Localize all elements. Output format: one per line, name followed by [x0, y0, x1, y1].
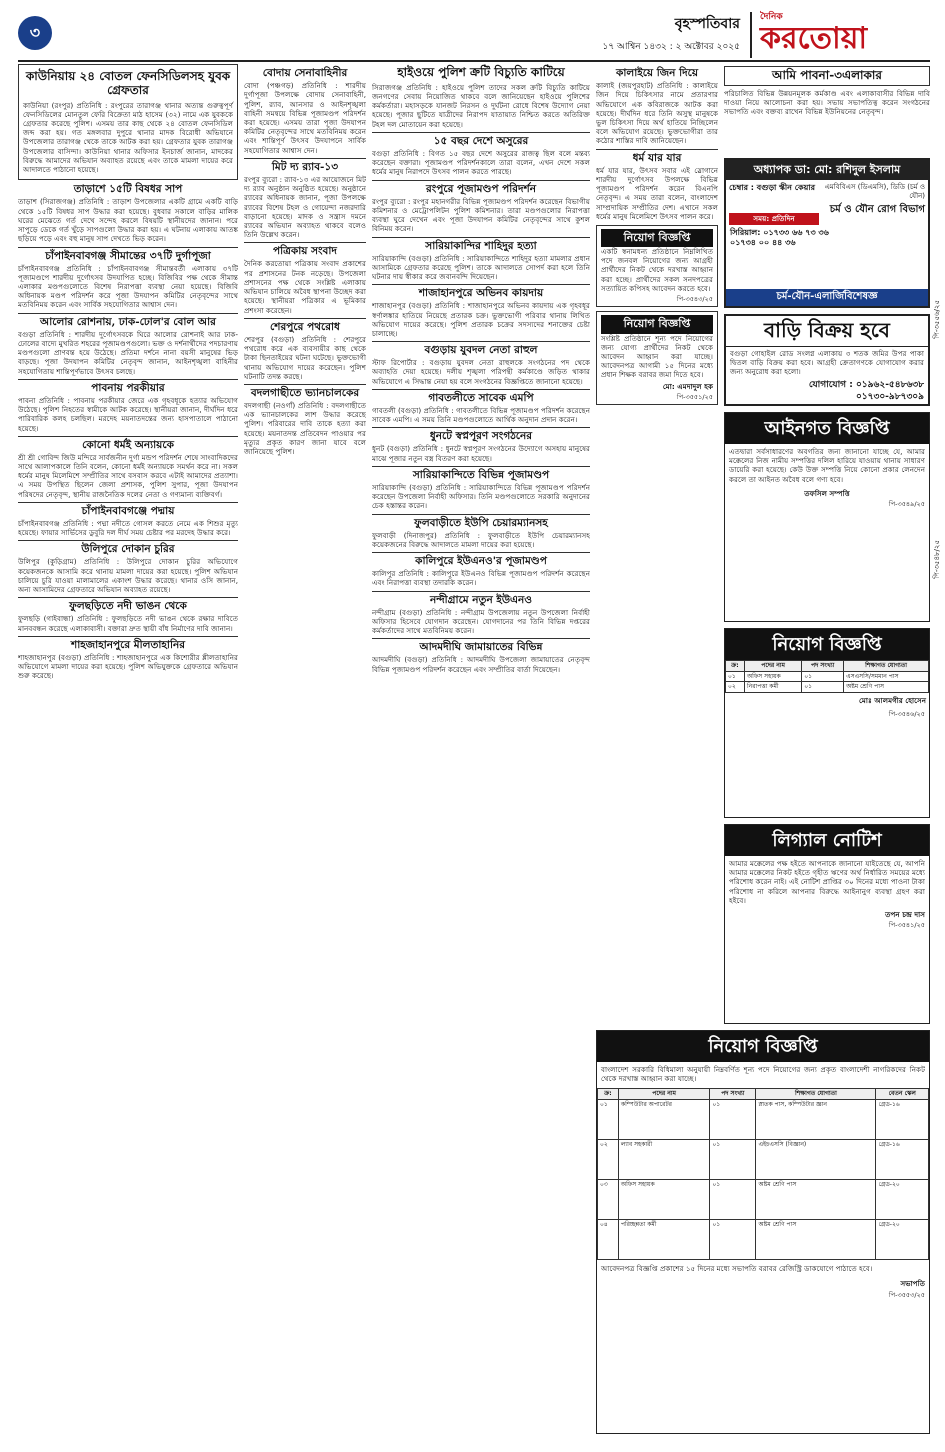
article-body: নন্দীগ্রাম (বগুড়া) প্রতিনিধি : নন্দীগ্রাম উপজেলায় নতুন উপজেলা নির্বাহী অফিসার হিসেবে যোগদান করেছেন। যোগদানের পর তিনি বিভিন্ন দপ্তরের কর্মকর্তাদের সাথে মতবিনিময় করেন।	[372, 607, 590, 636]
table-cell: ল্যাব সহকারী	[618, 1140, 709, 1180]
table-cell: গ্রেড-২০	[876, 1220, 929, 1260]
aami-pabna-article	[724, 64, 930, 154]
headline: মিট দ্য র‍্যাব-১৩	[244, 158, 366, 173]
header-day: বৃহস্পতিবার	[674, 16, 740, 32]
table-cell: ০১	[802, 671, 844, 682]
table-cell: এসএসসি/সমমান পাস	[844, 671, 929, 682]
column-2	[244, 64, 366, 1442]
headline: হাইওয়ে পুলিশ ক্রটি বিচ্যুতি কাটিয়ে	[397, 65, 565, 79]
page-header	[18, 10, 930, 62]
doctor-degree: এমবিবিএস (ডিএমসি), ডিডি (চর্ম ও যৌন)	[824, 183, 925, 201]
article-body: কালিপুর প্রতিনিধি : কালিপুরে ইউএনও বিভিন্ন পূজামণ্ডপ পরিদর্শন করেছেন এবং নিরাপত্তা ব্যবস্থা তদারকি করেন।	[372, 569, 590, 588]
ad-title: লিগ্যাল নোটিশ	[725, 825, 929, 856]
article-body: শাজাহানপুর (বগুড়া) প্রতিনিধি : শাজাহানপুরে অভিনব কায়দায় এক গৃহবধূর স্বর্ণালঙ্কার হাতিয়ে নিয়েছে প্রতারক চক্র। ভুক্তভোগী পরিবার থানায় লিখিত অভিযোগ দায়ের করেছে। পুলিশ প্রতারক চক্রের সদস্যদের শনাক্তের চেষ্টা চালাচ্ছে।	[372, 301, 590, 338]
table-header: ক্র:	[726, 661, 745, 672]
doctor-time: সময়: প্রতিদিন	[729, 213, 819, 224]
ad-title: নিয়োগ বিজ্ঞপ্তি	[597, 1031, 929, 1062]
headline: বদলগাছীতে ভ্যানচালকের	[244, 384, 366, 399]
article-body: বগুড়া প্রতিনিধি : শারদীয় দুর্গোৎসবকে ঘিরে আলোর রোশনাই আর ঢাক-ঢোলের বাদ্যে মুখরিত শহরের পূজামণ্ডপগুলো। ভক্ত ও দর্শনার্থীদের পদচারণায় মণ্ডপগুলো প্রাণবন্ত হয়ে উঠেছে। প্রতিমা দর্শনে নানা বয়সী মানুষের ভিড় বাড়ছে। পূজা উদযাপন কমিটির নেতৃবৃন্দ জানান, আইনশৃঙ্খলা বাহিনীর সহযোগিতায় শান্তিপূর্ণভাবে উৎসব চলছে।	[18, 329, 238, 376]
doctor-name: অধ্যাপক ডা: মো: রশিদুল ইসলাম	[726, 160, 928, 180]
table-cell: ০১	[710, 1100, 756, 1140]
article-body: শ্রী শ্রী গোবিন্দ জিউ মন্দিরে সার্বজনীন দুর্গা মন্ডপ পরিদর্শন শেষে সাংবাদিকদের সাথে আলাপকালে তিনি বলেন, কোনো ধর্মই অন্যায়কে সমর্থন করে না। সকল ধর্মের মানুষ মিলেমিশে সম্প্রীতির সাথে বসবাস করবে এটাই আমাদের প্রত্যাশা। এ সময় উপস্থিত ছিলেন জেলা প্রশাসক, পুলিশ সুপার, পূজা উদযাপন পরিষদের নেতৃবৃন্দ, স্থানীয় রাজনৈতিক দলের নেতা ও গণ্যমান্য ব্যক্তিবর্গ।	[18, 452, 238, 499]
headline: নন্দীগ্রামে নতুন ইউএনও	[372, 591, 590, 606]
table-cell: অষ্টম শ্রেণি পাস	[844, 682, 929, 693]
article-body: ফুলবাড়ী (দিনাজপুর) প্রতিনিধি : ফুলবাড়ীতে ইউপি চেয়ারম্যানসহ কয়েকজনের বিরুদ্ধে আদালতে মামলা দায়ের করা হয়েছে।	[372, 530, 590, 549]
article-body: ধর্ম যার যার, উৎসব সবার এই স্লোগানে শারদীয় দুর্গোৎসব উপলক্ষে বিভিন্ন পূজামণ্ডপ পরিদর্শন করেন বিএনপি নেতৃবৃন্দ। এ সময় তারা বলেন, বাংলাদেশ সাম্প্রদায়িক সম্প্রীতির দেশ। এখানে সকল ধর্মের মানুষ মিলেমিশে উৎসব পালন করে।	[596, 165, 718, 221]
headline: ফুলছড়িতে নদী ভাঙন থেকে	[18, 597, 238, 612]
table-row	[598, 1180, 929, 1220]
article-body: কালাই (জয়পুরহাট) প্রতিনিধি : কালাইয়ে জিন দিয়ে চিকিৎসার নামে প্রতারণার অভিযোগে এক কবিরাজকে আটক করা হয়েছে। দীর্ঘদিন ধরে তিনি অসুস্থ মানুষকে ভুল চিকিৎসা দিয়ে অর্থ হাতিয়ে নিচ্ছিলেন বলে অভিযোগ রয়েছে। ভুক্তভোগীরা তার কঠোর শাস্তির দাবি জানিয়েছেন।	[596, 81, 718, 146]
masthead-small: দৈনিক	[760, 12, 783, 22]
table-cell: ০১	[710, 1180, 756, 1220]
table-cell: নিরাপত্তা কর্মী	[744, 682, 801, 693]
table-header: পদ সংখ্যা	[710, 1089, 756, 1100]
table-cell: ০১	[802, 682, 844, 693]
masthead-title: করতোয়া	[760, 20, 868, 56]
article-body: ধুনট (বগুড়া) প্রতিনিধি : ধুনটে স্বপ্নপূরণ সংগঠনের উদ্যোগে অসহায় মানুষের মাঝে পূজার নতুন বস্ত্র বিতরণ করা হয়েছে।	[372, 444, 590, 463]
doctor-phone-2: ০১৭৩৪ ০০ ৪৪ ৩৬	[730, 237, 796, 247]
article-body: শেরপুর (বগুড়া) প্রতিনিধি : শেরপুরে পথরোধ করে এক ব্যবসায়ীর কাছ থেকে টাকা ছিনতাইয়ের ঘটনা ঘটেছে। ভুক্তভোগী থানায় অভিযোগ দায়ের করেছেন। পুলিশ ঘটনাটি তদন্ত করছে।	[244, 334, 366, 381]
job-table-2	[597, 1088, 929, 1260]
contact-label: যোগাযোগ :	[808, 380, 853, 391]
table-cell: গ্রেড-১৬	[876, 1140, 929, 1180]
article-body: শাহজাহানপুর (বগুড়া) প্রতিনিধি : শাহজাহানপুরে এক কিশোরীর শ্লীলতাহানির অভিযোগে মামলা দায়ের করা হয়েছে। পুলিশ অভিযুক্তকে গ্রেফতারে অভিযান শুরু করেছে।	[18, 652, 238, 681]
table-cell: কম্পিউটার অপারেটর	[618, 1100, 709, 1140]
article-body: রংপুর ব্যুরো : র‍্যাব-১৩ এর আয়োজনে মিট দ্য র‍্যাব অনুষ্ঠান অনুষ্ঠিত হয়েছে। অনুষ্ঠানে র‍্যাবের অধিনায়ক জানান, পূজা উপলক্ষে র‍্যাবের বিশেষ টহল ও গোয়েন্দা নজরদারি বাড়ানো হয়েছে। মাদক ও সন্ত্রাস দমনে র‍্যাবের অভিযান অব্যাহত থাকবে বলেও তিনি উল্লেখ করেন।	[244, 174, 366, 240]
headline: আমি পাবনা-৩এলাকার	[724, 66, 930, 86]
doctor-phone-1: ০১৭৩৩ ৬৬ ৭৩ ৩৬	[763, 227, 829, 237]
headline: শাজাহানপুরে অভিনব কায়দায়	[372, 284, 590, 299]
headline: কাউনিয়ায় ২৪ বোতল ফেনসিডিলসহ যুবক গ্রেফতার	[25, 69, 231, 97]
ad-body: এতদ্বারা সর্বসাধারণের অবগতির জন্য জানানো যাচ্ছে যে, আমার মক্কেলের নিজ নামীয় সম্পত্তির দলিল হারিয়ে যাওয়ায় থানায় সাধারণ ডায়েরি করা হয়েছে। কেউ উক্ত সম্পত্তি নিয়ে কোনো প্রকার লেনদেন করলে তা আইনত অবৈধ বলে গণ্য হবে।	[729, 447, 925, 484]
table-cell: ০১	[598, 1100, 619, 1140]
article-body: চাঁপাইনবাবগঞ্জ প্রতিনিধি : পদ্মা নদীতে গোসল করতে নেমে এক শিশুর মৃত্যু হয়েছে। ফায়ার সার্ভিসের ডুবুরি দল দীর্ঘ সময় চেষ্টার পর মরদেহ উদ্ধার করে।	[18, 518, 238, 538]
table-row	[598, 1140, 929, 1180]
job-notice-ad-1	[724, 628, 930, 818]
doctor-specialty: চর্ম ও যৌন রোগ বিভাগ	[829, 203, 925, 215]
table-row	[726, 682, 929, 693]
headline: বগুড়ায় যুবদল নেতা রাহুল	[372, 341, 590, 356]
article-kaunia	[18, 64, 238, 180]
article-body: সারিয়াকান্দি (বগুড়া) প্রতিনিধি : সারিয়াকান্দিতে বিভিন্ন পূজামণ্ডপ পরিদর্শন করেছেন উপজেলা নির্বাহী অফিসার। তিনি মণ্ডপগুলোতে সরকারি অনুদানের চেক হস্তান্তর করেন।	[372, 482, 590, 511]
table-header: পদের নাম	[744, 661, 801, 672]
ad-title: আইনগত বিজ্ঞপ্তি	[725, 413, 929, 444]
article-body: আদমদীঘি (বগুড়া) প্রতিনিধি : আদমদীঘি উপজেলা জামায়াতের নেতৃবৃন্দ বিভিন্ন পূজামণ্ডপ পরিদর্শন করেছেন এবং সম্প্রীতির বার্তা দিয়েছেন।	[372, 655, 590, 674]
job-notice-ad-2	[596, 1030, 930, 1434]
headline: কালাইয়ে জিন দিয়ে	[615, 67, 699, 79]
table-cell: ০১	[710, 1220, 756, 1260]
headline: ১৫ বছর দেশে অসুরের	[372, 132, 590, 147]
page-number: ৩	[18, 16, 52, 50]
ad-title: নিয়োগ বিজ্ঞপ্তি	[601, 315, 713, 333]
doctor-serial-label: সিরিয়াল:	[730, 227, 761, 237]
job-ad-small-2	[596, 311, 718, 405]
ad-code: পি-৩৫৪১/২৫	[888, 921, 925, 930]
ad-intro: বাংলাদেশ সরকারি বিধিমালা অনুযায়ী নিম্নবর্ণিত শূন্য পদে নিয়োগের জন্য প্রকৃত বাংলাদেশী নাগরিকদের নিকট থেকে দরখাস্ত আহ্বান করা যাচ্ছে।	[601, 1065, 925, 1084]
article-body: চাঁপাইনবাবগঞ্জ প্রতিনিধি : চাঁপাইনবাবগঞ্জ সীমান্তবর্তী এলাকায় ৩৭টি পূজামণ্ডপে শারদীয় দুর্গোৎসব উদযাপিত হচ্ছে। বিজিবির পক্ষ থেকে সীমান্ত এলাকার মণ্ডপগুলোতে বিশেষ নিরাপত্তা ব্যবস্থা নেয়া হয়েছে। বিজিবি অধিনায়ক মণ্ডপ পরিদর্শন করে পূজা উদযাপন কমিটির নেতৃবৃন্দের সাথে মতবিনিময় করেন এবং সার্বিক সহযোগিতার আশ্বাস দেন।	[18, 263, 238, 310]
table-cell: পরিচ্ছন্নতা কর্মী	[618, 1220, 709, 1260]
table-header: শিক্ষাগত যোগ্যতা	[756, 1089, 876, 1100]
article-body: বগুড়া প্রতিনিধি : বিগত ১৫ বছর দেশে অসুরের রাজত্ব ছিল বলে মন্তব্য করেছেন বক্তারা। পূজামণ্ডপ পরিদর্শনকালে তারা বলেন, এখন দেশে সকল ধর্মের মানুষ নিরাপদে উৎসব পালন করতে পারছে।	[372, 148, 590, 177]
article-body: সিরাজগঞ্জ প্রতিনিধি : হাইওয়ে পুলিশ তাদের সকল ক্রটি বিচ্যুতি কাটিয়ে জনগণের সেবায় নিয়োজিত থাকবে বলে জানিয়েছেন হাইওয়ে পুলিশের কর্মকর্তারা। মহাসড়কে যানজট নিরসন ও দুর্ঘটনা রোধে বিশেষ উদ্যোগ নেয়া হয়েছে। পূজার ছুটিতে যাত্রীদের নিরাপদ যাতায়াত নিশ্চিত করতে অতিরিক্ত টহল দল মোতায়েন করা হয়েছে।	[372, 82, 590, 129]
article-body: কাউনিয়া (রংপুর) প্রতিনিধি : রংপুরের তারাগঞ্জ থানার অত্যন্ত গুরুত্বপূর্ণ ফেনসিডিলের মোনতুল ফেরি বিক্রেতা মাঠ হাসেম (৩২) নামে এক যুবককে গ্রেফতার করেছে পুলিশ। এসময় তার কাছ থেকে ২৪ বোতল ফেনসিডিল জব্দ করা হয়। গত মঙ্গলবার দুপুরে থানার মাদক বিরোধী অভিযানে উপজেলার তারাগঞ্জ থেকে তাকে আটক করা হয়। গ্রেফতার যুবক তারাগঞ্জ উপজেলার বাসিন্দা। কাউনিয়া থানার অফিসার ইনচার্জ জানান, মাদকের বিরুদ্ধে আমাদের অভিযান অব্যাহত রয়েছে এবং তাকে মামলা দায়ের করে আদালতে পাঠানো হয়েছে।	[23, 100, 233, 175]
ad-title: নিয়োগ বিজ্ঞপ্তি	[725, 629, 929, 660]
table-cell: এইচএসসি (বিজ্ঞান)	[756, 1140, 876, 1180]
article-body: বোদা (পঞ্চগড়) প্রতিনিধি : শারদীয় দুর্গাপূজা উপলক্ষে বোদায় সেনাবাহিনী, পুলিশ, র‍্যাব, আনসার ও আইনশৃঙ্খলা বাহিনী সমন্বয়ে বিভিন্ন পূজামণ্ডপ পরিদর্শন করা হয়েছে। এসময় তারা পূজা উদযাপন কমিটির নেতৃবৃন্দের সাথে মতবিনিময় করেন এবং শান্তিপূর্ণ উৎসব উদযাপনে সার্বিক সহযোগিতার আশ্বাস দেন।	[244, 81, 366, 155]
ad-title: নিয়োগ বিজ্ঞপ্তি	[601, 229, 713, 247]
article-body: রংপুর ব্যুরো : রংপুর মহানগরীর বিভিন্ন পূজামণ্ডপ পরিদর্শন করেছেন বিভাগীয় কমিশনার ও মেট্রোপলিটন পুলিশ কমিশনার। তারা মণ্ডপগুলোর নিরাপত্তা ব্যবস্থা ঘুরে দেখেন এবং পূজা উদযাপন কমিটির নেতৃবৃন্দের সাথে কুশল বিনিময় করেন।	[372, 196, 590, 234]
house-phone-1: ০১৯৬২-৫৪৮৬৩৮	[855, 380, 924, 391]
doctor-band: চর্ম-যৌন-এলার্জিবিশেষজ্ঞ	[726, 289, 928, 306]
side-code-2: পি-৩৫৪৮/২৫	[933, 540, 941, 579]
ad-body: বগুড়া গোহাইল রোড সংলগ্ন এলাকায় ৩ শতক জমির উপর পাকা দ্বিতল বাড়ি বিক্রয় করা হবে। আগ্রহী ক্রেতাগণকে যোগাযোগ করার জন্য অনুরোধ করা হলো।	[730, 348, 924, 377]
headline: কোনো ধর্মই অন্যায়কে	[18, 436, 238, 451]
ad-signature: মো: এমদাদুল হক	[662, 381, 713, 391]
headline: পাবনায় পরকীয়ার	[18, 379, 238, 394]
article-body: তাড়াশ (সিরাজগঞ্জ) প্রতিনিধি : তাড়াশ উপজেলার একটি গ্রামে একটি বাড়ি থেকে ১৫টি বিষধর সাপ উদ্ধার করা হয়েছে। বুধবার সকালে বাড়ির মালিক ঘরের মেঝেতে গর্ত দেখে সন্দেহ করলে বিষয়টি স্থানীয়দের জানান। পরে সাপুড়ে ডেকে গর্ত খুঁড়ে সাপগুলো উদ্ধার করা হয়। এ ঘটনায় এলাকায় আতঙ্ক ছড়িয়ে পড়ে এবং বহু মানুষ সাপ দেখতে ভিড় করেন।	[18, 197, 238, 244]
ad-signature: তপন চন্দ্র দাস	[885, 910, 925, 920]
masthead	[750, 12, 930, 58]
ad-code: পি-৩৫৫১/২৫	[676, 392, 713, 401]
article-body: পাবনা প্রতিনিধি : পাবনায় পরকীয়ার জেরে এক গৃহবধূকে হত্যার অভিযোগ উঠেছে। পুলিশ নিহতের স্বামীকে আটক করেছে। স্থানীয়রা জানান, দীর্ঘদিন ধরে পারিবারিক কলহ চলছিল। মরদেহ ময়নাতদন্তের জন্য হাসপাতালে পাঠানো হয়েছে।	[18, 395, 238, 433]
table-header: ক্র:	[598, 1089, 619, 1100]
table-cell: অফিস সহায়ক	[744, 671, 801, 682]
headline: সারিয়াকান্দির শাহিদুর হত্যা	[372, 237, 590, 252]
table-row	[726, 671, 929, 682]
job-table-1	[725, 660, 929, 693]
article-body: উলিপুর (কুড়িগ্রাম) প্রতিনিধি : উলিপুরে দোকান চুরির অভিযোগে কয়েকজনকে আসামি করে থানায় মামলা দায়ের করা হয়েছে। পুলিশ অভিযান চালিয়ে চুরি যাওয়া মালামালের একাংশ উদ্ধার করেছে। থানার ওসি জানান, অন্য আসামিদের গ্রেফতারে অভিযান অব্যাহত রয়েছে।	[18, 557, 238, 595]
column-1	[18, 64, 238, 1442]
ad-code: পি-৩৫৪৩/২৫	[676, 295, 713, 304]
ad-body: সংশ্লিষ্ট প্রতিষ্ঠানে শূন্য পদে নিয়োগের জন্য যোগ্য প্রার্থীদের নিকট থেকে আবেদন আহ্বান করা যাচ্ছে। আবেদনপত্র আগামী ১৫ দিনের মধ্যে প্রধান শিক্ষক বরাবর জমা দিতে হবে।	[601, 333, 713, 380]
table-header: পদের নাম	[618, 1089, 709, 1100]
table-cell: গ্রেড-২০	[876, 1180, 929, 1220]
table-row	[598, 1100, 929, 1140]
headline: শেরপুরে পথরোধ	[244, 318, 366, 333]
table-cell: ০২	[726, 682, 745, 693]
article-body: সারিয়াকান্দি (বগুড়া) প্রতিনিধি : সারিয়াকান্দিতে শাহিদুর হত্যা মামলার প্রধান আসামিকে গ্রেফতার করেছে পুলিশ। তাকে আদালতে সোপর্দ করা হলে তিনি ঘটনার দায় স্বীকার করে জবানবন্দি দিয়েছেন।	[372, 253, 590, 282]
legal-notice-ad-2	[724, 824, 930, 1024]
ad-code: পি-৩৫৪৬/২৫	[888, 710, 925, 719]
headline: উলিপুরে দোকান চুরির	[18, 540, 238, 555]
ad-body: একটি স্বনামধন্য প্রতিষ্ঠানে নিম্নলিখিত পদে জনবল নিয়োগের জন্য আগ্রহী প্রার্থীদের নিকট থেকে দরখাস্ত আহ্বান করা হচ্ছে। প্রার্থীদের সকল সনদপত্রের সত্যায়িত কপিসহ আবেদন করতে হবে।	[601, 247, 713, 293]
headline: ধুনটে স্বপ্নপূরণ সংগঠনের	[372, 427, 590, 442]
legal-notice-ad	[724, 412, 930, 622]
article-body: গাবতলী (বগুড়া) প্রতিনিধি : গাবতলীতে বিভিন্ন পূজামণ্ডপ পরিদর্শন করেছেন সাবেক এমপি। এ সময় তিনি মণ্ডপগুলোতে আর্থিক অনুদান প্রদান করেন।	[372, 405, 590, 425]
headline: রংপুরে পূজামণ্ডপ পরিদর্শন	[372, 180, 590, 195]
doctor-chamber: চেম্বার : বগুড়া স্কীন কেয়ার	[729, 183, 816, 193]
doctor-ad	[724, 158, 930, 308]
headline: চাঁপাইনবাবগঞ্জে পদ্মায়	[18, 502, 238, 517]
headline: আদমদীঘি জামায়াতের বিভিন্ন	[372, 638, 590, 653]
table-cell: অষ্টম শ্রেণি পাস	[756, 1180, 876, 1220]
ad-signature: সভাপতি	[900, 1279, 925, 1289]
house-phone-2: ০১৭৩০-৯৮৭৩০৯	[855, 391, 924, 402]
house-sale-ad	[724, 314, 930, 406]
article-body: বদলগাছী (নওগাঁ) প্রতিনিধি : বদলগাছীতে এক ভ্যানচালকের লাশ উদ্ধার করেছে পুলিশ। পরিবারের দাবি তাকে হত্যা করা হয়েছে। ময়নাতদন্ত প্রতিবেদন পাওয়ার পর মৃত্যুর প্রকৃত কারণ জানা যাবে বলে জানিয়েছে পুলিশ।	[244, 401, 366, 457]
headline: আলোর রোশনায়, ঢাক-ঢোল'র বোল আর	[18, 313, 238, 328]
headline: ফুলবাড়ীতে ইউপি চেয়ারম্যানসহ	[372, 514, 590, 529]
headline: তাড়াশে ১৫টি বিষধর সাপ	[73, 183, 183, 196]
table-cell: অফিস সহায়ক	[618, 1180, 709, 1220]
ad-footer: আবেদনপত্র বিজ্ঞপ্তি প্রকাশের ১৫ দিনের মধ্যে সভাপতি বরাবর রেজিস্ট্রি ডাকযোগে পাঠাতে হবে।	[601, 1264, 873, 1274]
headline: শাহজাহানপুরে মীলতাহানির	[18, 636, 238, 651]
header-date: ১৭ আশ্বিন ১৪৩২ : ২ অক্টোবর ২০২৫	[602, 42, 740, 52]
headline: চাঁপাইনবাবগঞ্জ সীমান্তের ৩৭টি দুর্গাপূজা	[18, 247, 238, 262]
table-cell: ০১	[710, 1140, 756, 1180]
headline: কালিপুরে ইউএনও'র পূজামণ্ডপ	[372, 552, 590, 567]
ad-body: আমার মক্কেলের পক্ষ হইতে আপনাকে জানানো যাইতেছে যে, আপনি আমার মক্কেলের নিকট হইতে গৃহীত ঋণের অর্থ নির্ধারিত সময়ের মধ্যে পরিশোধ করেন নাই। এই নোটিশ প্রাপ্তির ৩০ দিনের মধ্যে পাওনা টাকা পরিশোধ না করিলে আপনার বিরুদ্ধে আইনানুগ ব্যবস্থা গ্রহণ করা হইবে।	[729, 859, 925, 905]
table-header: পদ সংখ্যা	[802, 661, 844, 672]
ad-code: পি-৩৫৫৩/২৫	[888, 1290, 925, 1299]
article-body: স্টাফ রিপোর্টার : বগুড়ায় যুবদল নেতা রাহুলকে সংগঠনের পদ থেকে অব্যাহতি দেয়া হয়েছে। দলীয় শৃঙ্খলা পরিপন্থী কর্মকাণ্ডে জড়িত থাকার অভিযোগে এ সিদ্ধান্ত নেয়া হয় বলে সংগঠনের বিজ্ঞপ্তিতে জানানো হয়েছে।	[372, 358, 590, 386]
ad-signature: মোঃ আলমগীর হোসেন	[859, 696, 926, 706]
headline: সারিয়াকান্দিতে বিভিন্ন পূজামণ্ডপ	[372, 466, 590, 481]
ad-title: বাড়ি বিক্রয় হবে	[726, 316, 928, 347]
ad-code: পি-৩৫৪৯/২৫	[888, 500, 925, 509]
table-cell: গ্রেড-১৬	[876, 1100, 929, 1140]
article-body: ফুলছড়ি (গাইবান্ধা) প্রতিনিধি : ফুলছড়িতে নদী ভাঙন থেকে রক্ষার দাবিতে মানববন্ধন করেছে এলাকাবাসী। বক্তারা দ্রুত স্থায়ী বাঁধ নির্মাণের দাবি জানান।	[18, 614, 238, 633]
column-3	[372, 64, 590, 1442]
table-cell: ০৪	[598, 1220, 619, 1260]
headline: ধর্ম যার যার	[596, 149, 718, 164]
table-header: শিক্ষাগত যোগ্যতা	[844, 661, 929, 672]
side-code-1: পি-৩৫৫৬/২৫	[933, 300, 941, 339]
table-cell: ০২	[598, 1140, 619, 1180]
table-cell: অষ্টম শ্রেণি পাস	[756, 1220, 876, 1260]
article-body: পরিচালিত বিভিন্ন উন্নয়নমূলক কর্মকাণ্ড এবং এলাকাবাসীর বিভিন্ন দাবি দাওয়া নিয়ে আলোচনা করা হয়। সভায় সভাপতিত্ব করেন সংগঠনের সভাপতি এবং বক্তব্য রাখেন বিভিন্ন ইউনিয়নের নেতৃবৃন্দ।	[724, 88, 930, 117]
headline: পত্রিকায় সংবাদ	[244, 242, 366, 257]
table-cell: স্নাতক পাস, কম্পিউটার জ্ঞান	[756, 1100, 876, 1140]
article-body: দৈনিক করতোয়া পত্রিকায় সংবাদ প্রকাশের পর প্রশাসনের টনক নড়েছে। উপজেলা প্রশাসনের পক্ষ থেকে সংশ্লিষ্ট এলাকায় অভিযান চালিয়ে অবৈধ স্থাপনা উচ্ছেদ করা হয়েছে। স্থানীয়রা পত্রিকার এ ভূমিকার প্রশংসা করেছেন।	[244, 259, 366, 315]
table-row	[598, 1220, 929, 1260]
ad-signature: তফসিল সম্পত্তি	[804, 488, 850, 498]
table-cell: ০১	[726, 671, 745, 682]
job-ad-small-1	[596, 225, 718, 307]
table-header: বেতন স্কেল	[876, 1089, 929, 1100]
table-cell: ০৩	[598, 1180, 619, 1220]
headline: গাবতলীতে সাবেক এমপি	[372, 389, 590, 404]
headline: বোদায় সেনাবাহিনীর	[262, 67, 348, 79]
